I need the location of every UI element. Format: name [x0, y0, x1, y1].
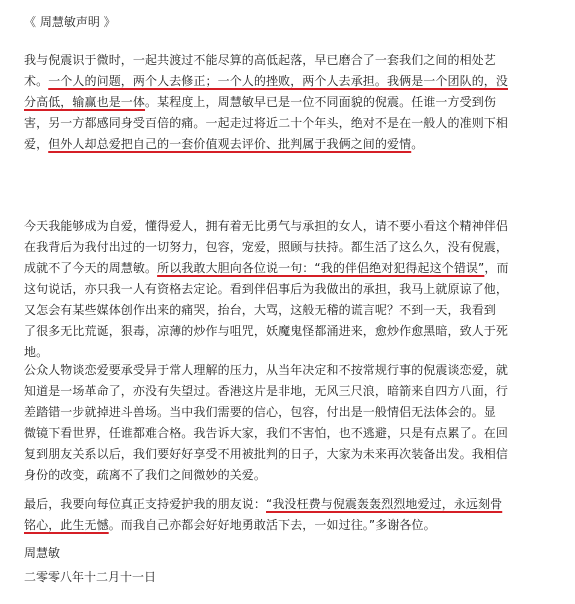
text-line [24, 216, 554, 237]
paragraph-1 [24, 50, 554, 155]
text-segment: 。而我自己亦都会好好地勇敢活下去，一如过往。”多谢各位。 [108, 518, 436, 532]
text-line [24, 50, 554, 71]
text-segment: 。 [411, 137, 424, 151]
text-segment: 知道是一场革命了，亦没有失望过。香港这片是非地，无风三尺浪，暗箭来自四方八面，行 [24, 384, 509, 398]
underlined-text: 输赢也是一体 [72, 95, 146, 109]
text-line [24, 71, 554, 92]
text-line [24, 494, 554, 515]
text-line [24, 444, 554, 465]
text-line [24, 360, 554, 381]
text-segment: 在我背后为我付出过的一切努力，包容，宠爱，照顾与扶持。都生活了这么久，没有倪震， [24, 240, 509, 254]
text-segment: 了很多无比荒诞，狠毒，凉薄的炒作与咀咒，妖魔鬼怪都涌进来，愈炒作愈黑暗，致人于死 [24, 324, 509, 338]
text-line [24, 423, 554, 444]
text-line [24, 300, 554, 321]
signature-date: 二零零八年十二月十一日 [24, 570, 157, 584]
text-segment: 。某程度上，周慧敏早已是一位不同面貌的倪震。任谁一方受到伤 [145, 95, 496, 109]
text-line [24, 113, 554, 134]
text-line [24, 515, 554, 536]
underlined-text: 但外人却总爱把自己的一套价值观去评价、批判属于我俩之间的爱情 [48, 137, 412, 151]
underlined-text: 所以我敢大胆向各位说一句：“我的伴侣绝对犯得起这个错误” [157, 261, 485, 275]
signature-name: 周慧敏 [24, 546, 61, 560]
text-segment: 公众人物谈恋爱要承受异于常人理解的压力，从当年决定和不按常规行事的倪震谈恋爱，就 [24, 363, 509, 377]
text-line [24, 381, 554, 402]
text-segment: 又怎会有某些媒体创作出来的痛哭，抬台，大骂，这般无稽的谎言呢？不到一天，我看到 [24, 303, 496, 317]
text-segment: 今天我能够成为自爱，懂得爱人，拥有着无比勇气与承担的女人，请不要小看这个精神伴侣 [24, 219, 509, 233]
text-line [24, 258, 554, 279]
text-line [24, 465, 554, 486]
underlined-text: 铭心，此生无憾 [24, 518, 109, 532]
text-segment: 复到朋友关系以后，我们要好好享受不用被批判的日子，大家为未来再次装备出发。我相信 [24, 447, 509, 461]
text-segment: 成就不了今天的周慧敏。 [24, 261, 158, 275]
text-line [24, 279, 554, 300]
paragraph-4 [24, 494, 554, 536]
underlined-text: “我没枉费与倪震轰轰烈烈地爱过，永远刻骨 [266, 497, 503, 511]
text-line [24, 92, 554, 113]
document-title: 《 周慧敏声明 》 [24, 15, 116, 29]
text-segment: 微镜下看世界，任谁都难合格。我告诉大家，我们不害怕，也不逃避，只是有点累了。在回 [24, 426, 509, 440]
underlined-text: 一个人的问题，两个人去修正；一个人的挫败，两个人去承担。我俩是一个团队的，没 [48, 74, 509, 88]
text-segment: 差踏错一步就掉进斗兽场。当中我们需要的信心，包容，付出是一般情侣无法体会的。显 [24, 405, 496, 419]
text-segment: 我与倪震识于微时，一起共渡过不能尽算的高低起落，早已磨合了一套我们之间的相处艺 [24, 53, 496, 67]
paragraph-3 [24, 360, 554, 486]
text-segment: ，而 [484, 261, 509, 275]
text-line [24, 321, 554, 342]
text-line [24, 134, 554, 155]
text-segment: 最后，我要向每位真正支持爱护我的朋友说： [24, 497, 267, 511]
text-segment: 地。 [24, 345, 49, 359]
paragraph-2 [24, 216, 554, 363]
text-segment: 这句说话，亦只我一人有资格去定论。看到伴侣事后为我做出的承担，我马上就原谅了他， [24, 282, 509, 296]
text-segment: 爱， [24, 137, 49, 151]
underlined-text: 分高低， [24, 95, 73, 109]
text-segment: 害，另一方都感同身受百倍的痛。一起走过将近二十个年头，绝对不是在一般人的准则下相 [24, 116, 509, 130]
text-segment: 术。 [24, 74, 49, 88]
text-line [24, 237, 554, 258]
text-segment: 身份的改变，疏离不了我们之间微妙的关爱。 [24, 468, 267, 482]
text-line [24, 402, 554, 423]
